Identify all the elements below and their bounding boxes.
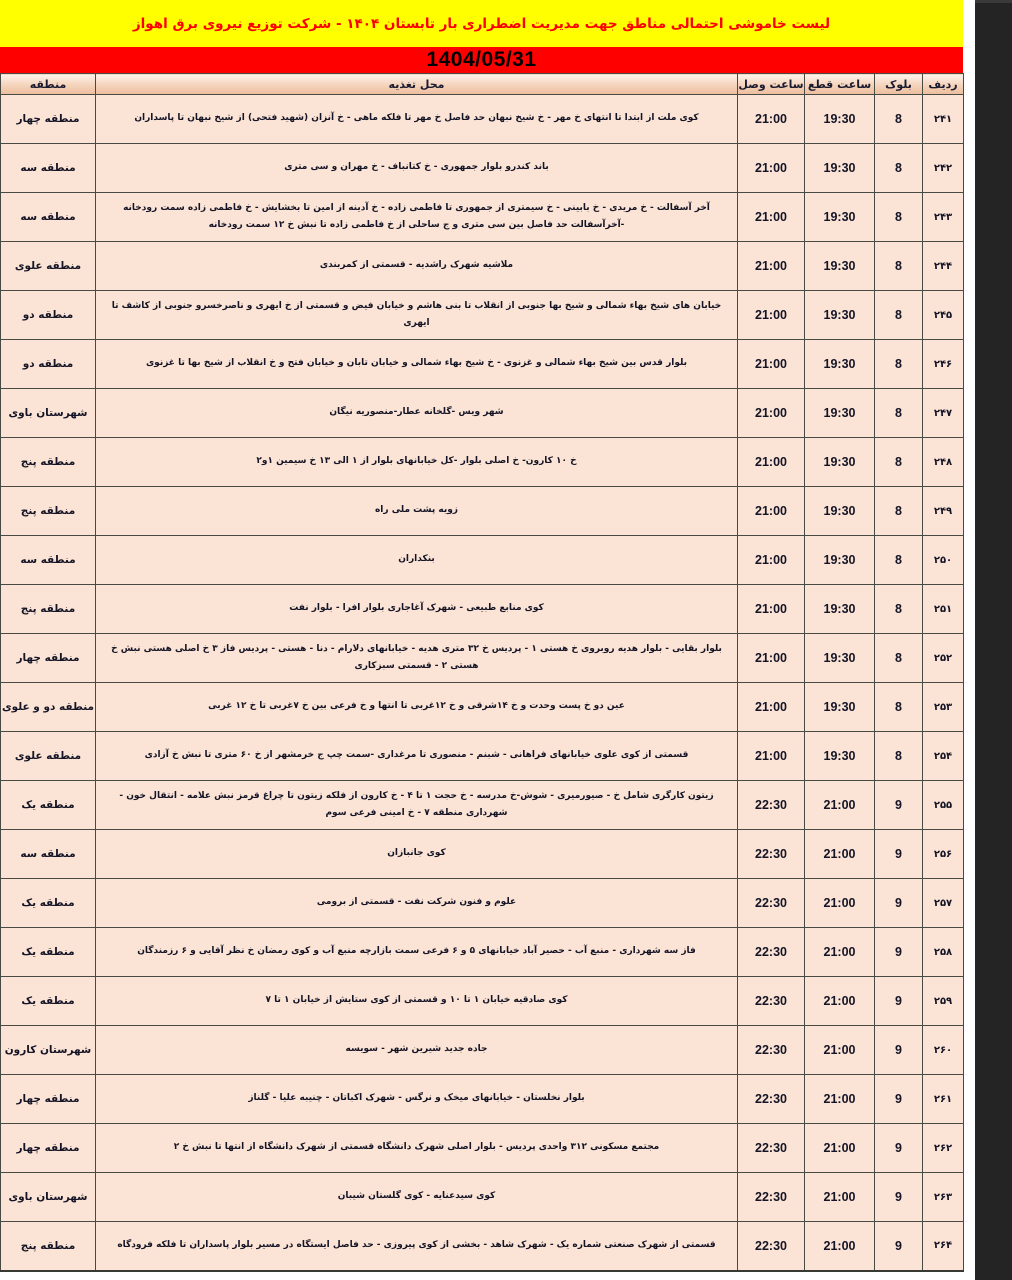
cell-feeding-location: آخر آسفالت - خ مریدی - خ بابینی - خ سیمتری از جمهوری تا فاطمی زاده - خ آدینه از امین تا بخشایش - خ فاطمی زاده سمت رودخانه -آخرآسفالت حد فاصل بین سی متری و ج ساحلی از خ فاطمی زاده تا نبش خ ۱۲ سمت رودخانه (96, 193, 738, 242)
cell-feeding-location: عین دو خ پست وحدت و خ ۱۴شرقی و خ ۱۲غربی تا انتها و خ فرعی بین خ ۷غربی تا خ ۱۲ غربی (96, 683, 738, 732)
header-row-number: ردیف (923, 74, 964, 95)
cell-block: 8 (875, 291, 923, 340)
cell-row-number: ۲۵۴ (923, 732, 964, 781)
cell-region: منطقه پنج (1, 585, 96, 634)
cell-connect-time: 21:00 (738, 144, 805, 193)
cell-block: 9 (875, 781, 923, 830)
cell-connect-time: 22:30 (738, 879, 805, 928)
cell-feeding-location: بنکداران (96, 536, 738, 585)
cell-region: منطقه علوی (1, 242, 96, 291)
cell-block: 9 (875, 928, 923, 977)
cell-region: شهرستان باوی (1, 389, 96, 438)
cell-cut-time: 19:30 (805, 144, 875, 193)
cell-cut-time: 19:30 (805, 291, 875, 340)
cell-block: 8 (875, 732, 923, 781)
cell-row-number: ۲۶۲ (923, 1124, 964, 1173)
cell-connect-time: 22:30 (738, 977, 805, 1026)
table-row (1, 977, 964, 1026)
cell-row-number: ۲۴۵ (923, 291, 964, 340)
cell-row-number: ۲۴۱ (923, 95, 964, 144)
cell-feeding-location: خ ۱۰ کارون- خ اصلی بلوار -کل خیابانهای بلوار از ۱ الی ۱۳ خ سیمین ۱و۲ (96, 438, 738, 487)
cell-feeding-location: بلوار نخلستان - خیابانهای میخک و نرگس - شهرک اکباتان - چنیبه علیا - گلناز (96, 1075, 738, 1124)
cell-row-number: ۲۵۶ (923, 830, 964, 879)
cell-region: منطقه پنج (1, 1222, 96, 1271)
cell-block: 8 (875, 487, 923, 536)
cell-cut-time: 19:30 (805, 683, 875, 732)
cell-region: منطقه یک (1, 781, 96, 830)
cell-connect-time: 21:00 (738, 291, 805, 340)
header-row (1, 74, 964, 95)
table-row (1, 242, 964, 291)
cell-connect-time: 21:00 (738, 683, 805, 732)
cell-region: منطقه یک (1, 879, 96, 928)
table-row (1, 634, 964, 683)
cell-cut-time: 21:00 (805, 830, 875, 879)
cell-block: 8 (875, 144, 923, 193)
cell-cut-time: 21:00 (805, 928, 875, 977)
cell-cut-time: 19:30 (805, 585, 875, 634)
cell-region: شهرستان کارون (1, 1026, 96, 1075)
cell-connect-time: 21:00 (738, 487, 805, 536)
cell-cut-time: 19:30 (805, 732, 875, 781)
cell-region: منطقه دو (1, 291, 96, 340)
cell-block: 8 (875, 683, 923, 732)
cell-cut-time: 19:30 (805, 634, 875, 683)
cell-region: منطقه علوی (1, 732, 96, 781)
cell-row-number: ۲۶۳ (923, 1173, 964, 1222)
cell-row-number: ۲۵۳ (923, 683, 964, 732)
cell-cut-time: 21:00 (805, 1075, 875, 1124)
header-region: منطقه (1, 74, 96, 95)
cell-row-number: ۲۴۶ (923, 340, 964, 389)
cell-connect-time: 21:00 (738, 732, 805, 781)
cell-region: منطقه چهار (1, 634, 96, 683)
cell-cut-time: 21:00 (805, 879, 875, 928)
cell-cut-time: 21:00 (805, 1222, 875, 1271)
cell-cut-time: 21:00 (805, 1173, 875, 1222)
cell-row-number: ۲۵۹ (923, 977, 964, 1026)
cell-feeding-location: علوم و فنون شرکت نفت - قسمتی از برومی (96, 879, 738, 928)
table-row (1, 928, 964, 977)
cell-cut-time: 19:30 (805, 242, 875, 291)
cell-connect-time: 21:00 (738, 438, 805, 487)
cell-block: 8 (875, 242, 923, 291)
cell-feeding-location: قسمتی از کوی علوی خیابانهای فراهانی - شبنم - منصوری تا مرغداری -سمت چپ ج خرمشهر از خ ۶۰ متری تا نبش خ آزادی (96, 732, 738, 781)
cell-block: 8 (875, 193, 923, 242)
cell-connect-time: 22:30 (738, 781, 805, 830)
cell-feeding-location: باند کندرو بلوار جمهوری - خ کتانباف - خ مهران و سی متری (96, 144, 738, 193)
cell-region: منطقه سه (1, 193, 96, 242)
cell-block: 9 (875, 1026, 923, 1075)
cell-row-number: ۲۶۰ (923, 1026, 964, 1075)
cell-block: 9 (875, 1124, 923, 1173)
cell-feeding-location: بلوار بقایی - بلوار هدیه روبروی خ هستی ۱ - پردیس خ ۳۲ متری هدیه - خیابانهای دلارام - دنا - هستی - پردیس فاز ۳ خ اصلی هستی نبش خ هستی ۲ - قسمتی سبزکاری (96, 634, 738, 683)
cell-connect-time: 22:30 (738, 830, 805, 879)
table-row (1, 193, 964, 242)
table-row (1, 291, 964, 340)
cell-block: 9 (875, 879, 923, 928)
cell-region: منطقه دو (1, 340, 96, 389)
cell-cut-time: 21:00 (805, 781, 875, 830)
cell-region: منطقه سه (1, 536, 96, 585)
cell-cut-time: 19:30 (805, 340, 875, 389)
cell-row-number: ۲۵۸ (923, 928, 964, 977)
cell-cut-time: 21:00 (805, 977, 875, 1026)
header-feeding-location: محل تغذیه (96, 74, 738, 95)
cell-row-number: ۲۴۹ (923, 487, 964, 536)
table-row (1, 536, 964, 585)
cell-cut-time: 19:30 (805, 536, 875, 585)
cell-region: منطقه چهار (1, 1124, 96, 1173)
cell-feeding-location: کوی سیدعنایه - کوی گلستان شیبان (96, 1173, 738, 1222)
table-row (1, 340, 964, 389)
cell-feeding-location: کوی ملت از ابتدا تا انتهای خ مهر - خ شیخ نبهان حد فاصل خ مهر تا فلکه ماهی - خ آنزان (شهید فتحی) از شیخ نبهان تا پاسداران (96, 95, 738, 144)
cell-region: منطقه یک (1, 928, 96, 977)
screenshot-edge-strip (975, 0, 1012, 1280)
title-bar (0, 0, 963, 47)
cell-cut-time: 19:30 (805, 95, 875, 144)
cell-connect-time: 21:00 (738, 536, 805, 585)
cell-region: شهرستان باوی (1, 1173, 96, 1222)
cell-connect-time: 21:00 (738, 193, 805, 242)
cell-connect-time: 21:00 (738, 95, 805, 144)
cell-feeding-location: خیابان های شیخ بهاء شمالی و شیخ بها جنوبی از انقلاب تا بنی هاشم و خیابان فیض و قسمتی از خ ایهری و ناصرخسرو جنوبی از کاشف تا ایهری (96, 291, 738, 340)
cell-connect-time: 21:00 (738, 389, 805, 438)
cell-block: 9 (875, 1075, 923, 1124)
date-bar (0, 47, 963, 73)
cell-connect-time: 22:30 (738, 1173, 805, 1222)
table-row (1, 1026, 964, 1075)
cell-region: منطقه پنج (1, 438, 96, 487)
cell-block: 8 (875, 585, 923, 634)
cell-row-number: ۲۶۱ (923, 1075, 964, 1124)
cell-row-number: ۲۵۱ (923, 585, 964, 634)
cell-row-number: ۲۵۵ (923, 781, 964, 830)
cell-cut-time: 19:30 (805, 438, 875, 487)
cell-row-number: ۲۵۰ (923, 536, 964, 585)
cell-cut-time: 21:00 (805, 1124, 875, 1173)
date-label: 1404/05/31 (426, 48, 537, 71)
cell-connect-time: 22:30 (738, 1222, 805, 1271)
cell-cut-time: 19:30 (805, 193, 875, 242)
table-row (1, 438, 964, 487)
table-row (1, 732, 964, 781)
cell-feeding-location: کوی منابع طبیعی - شهرک آغاجاری بلوار افرا - بلوار نفت (96, 585, 738, 634)
cell-region: منطقه پنج (1, 487, 96, 536)
cell-feeding-location: کوی جانبازان (96, 830, 738, 879)
cell-feeding-location: فاز سه شهرداری - منبع آب - حصیر آباد خیابانهای ۵ و ۶ فرعی سمت بازارچه منبع آب و کوی رمضان خ نظر آقایی و ۶ رزمندگان (96, 928, 738, 977)
table-row (1, 781, 964, 830)
cell-feeding-location: زیتون کارگری شامل خ - صیورمیری - شوش-خ مدرسه - خ حجت ۱ تا ۴ - خ کارون از فلکه زیتون تا چراغ قرمز نبش علامه - انتقال خون - شهرداری منطقه ۷ - خ امینی فرعی سوم (96, 781, 738, 830)
cell-row-number: ۲۴۴ (923, 242, 964, 291)
cell-connect-time: 22:30 (738, 928, 805, 977)
cell-connect-time: 21:00 (738, 242, 805, 291)
cell-region: منطقه سه (1, 144, 96, 193)
cell-region: منطقه یک (1, 977, 96, 1026)
table-row (1, 1124, 964, 1173)
table-row (1, 879, 964, 928)
table-row (1, 585, 964, 634)
table-row (1, 144, 964, 193)
cell-row-number: ۲۵۷ (923, 879, 964, 928)
cell-block: 8 (875, 536, 923, 585)
cell-feeding-location: قسمتی از شهرک صنعتی شماره یک - شهرک شاهد - بخشی از کوی پیروزی - حد فاصل ایستگاه در مسیر بلوار پاسداران تا فلکه فرودگاه (96, 1222, 738, 1271)
cell-region: منطقه چهار (1, 95, 96, 144)
cell-connect-time: 21:00 (738, 634, 805, 683)
cell-feeding-location: کوی صادقیه خیابان ۱ تا ۱۰ و قسمتی از کوی ستایش از خیابان ۱ تا ۷ (96, 977, 738, 1026)
cell-connect-time: 21:00 (738, 585, 805, 634)
cell-cut-time: 21:00 (805, 1026, 875, 1075)
cell-feeding-location: بلوار قدس بین شیخ بهاء شمالی و غزنوی - خ شیخ بهاء شمالی و خیابان تابان و خیابان فتح و خ انقلاب از شیخ بها تا غزنوی (96, 340, 738, 389)
cell-block: 9 (875, 830, 923, 879)
cell-block: 8 (875, 438, 923, 487)
header-cut-time: ساعت قطع (805, 74, 875, 95)
cell-feeding-location: زویه پشت ملی راه (96, 487, 738, 536)
cell-row-number: ۲۴۳ (923, 193, 964, 242)
table-row (1, 1222, 964, 1271)
cell-row-number: ۲۴۲ (923, 144, 964, 193)
cell-region: منطقه دو و علوی (1, 683, 96, 732)
table-row (1, 830, 964, 879)
table-row (1, 1173, 964, 1222)
table-row (1, 1075, 964, 1124)
cell-feeding-location: شهر ویس -گلخانه عطار-منصوریه نیگان (96, 389, 738, 438)
cell-connect-time: 22:30 (738, 1026, 805, 1075)
table-row (1, 487, 964, 536)
page-title: لیست خاموشی احتمالی مناطق جهت مدیریت اضطراری بار تابستان ۱۴۰۴ - شرکت توزیع نیروی برق اهواز (132, 15, 831, 32)
cell-block: 8 (875, 340, 923, 389)
cell-row-number: ۲۶۴ (923, 1222, 964, 1271)
outage-schedule-table (0, 73, 964, 1272)
header-connect-time: ساعت وصل (738, 74, 805, 95)
cell-feeding-location: ملاشیه شهرک راشدیه - قسمتی از کمربندی (96, 242, 738, 291)
cell-block: 9 (875, 1222, 923, 1271)
cell-feeding-location: جاده جدید شیرین شهر - سویسه (96, 1026, 738, 1075)
cell-block: 9 (875, 977, 923, 1026)
table-row (1, 683, 964, 732)
cell-connect-time: 22:30 (738, 1124, 805, 1173)
cell-connect-time: 21:00 (738, 340, 805, 389)
cell-row-number: ۲۴۸ (923, 438, 964, 487)
cell-feeding-location: مجتمع مسکونی ۳۱۲ واحدی پردیس - بلوار اصلی شهرک دانشگاه قسمتی از شهرک دانشگاه از انتها تا نبش خ ۲ (96, 1124, 738, 1173)
cell-connect-time: 22:30 (738, 1075, 805, 1124)
cell-cut-time: 19:30 (805, 487, 875, 536)
cell-block: 8 (875, 634, 923, 683)
cell-cut-time: 19:30 (805, 389, 875, 438)
cell-region: منطقه سه (1, 830, 96, 879)
cell-block: 8 (875, 389, 923, 438)
cell-region: منطقه چهار (1, 1075, 96, 1124)
table-row (1, 95, 964, 144)
cell-row-number: ۲۴۷ (923, 389, 964, 438)
cell-block: 9 (875, 1173, 923, 1222)
table-row (1, 389, 964, 438)
cell-row-number: ۲۵۲ (923, 634, 964, 683)
header-block: بلوک (875, 74, 923, 95)
cell-block: 8 (875, 95, 923, 144)
